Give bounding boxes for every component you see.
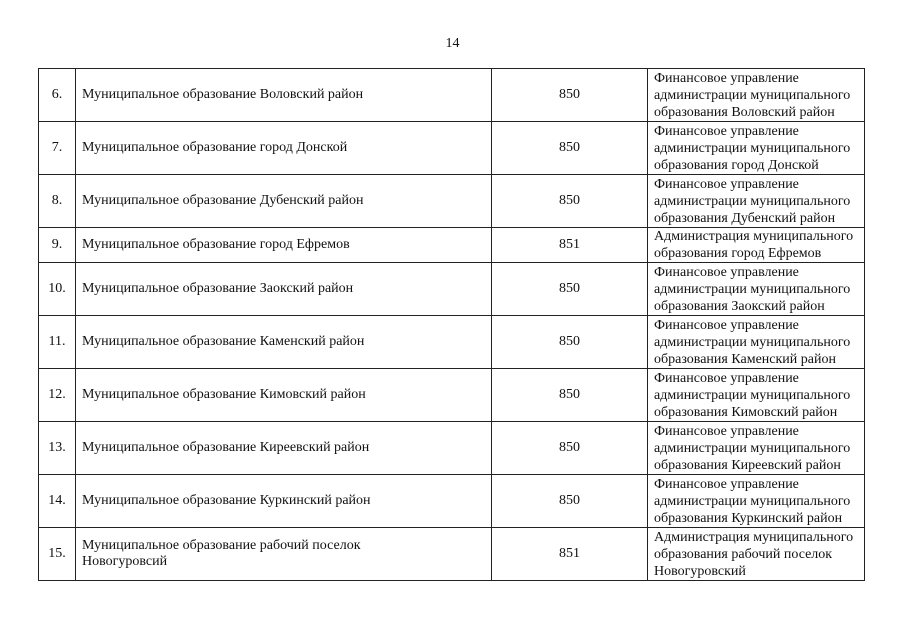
budget-code: 850 bbox=[492, 175, 648, 228]
row-number: 10. bbox=[39, 263, 76, 316]
budget-code: 850 bbox=[492, 422, 648, 475]
row-number: 14. bbox=[39, 475, 76, 528]
administrator-name: Финансовое управление администрации муниципального образования Дубенский район bbox=[648, 175, 865, 228]
municipality-name: Муниципальное образование Куркинский район bbox=[76, 475, 492, 528]
row-number: 7. bbox=[39, 122, 76, 175]
municipality-name: Муниципальное образование Дубенский район bbox=[76, 175, 492, 228]
row-number: 12. bbox=[39, 369, 76, 422]
administrator-name: Финансовое управление администрации муниципального образования Куркинский район bbox=[648, 475, 865, 528]
budget-code: 850 bbox=[492, 69, 648, 122]
municipality-name: Муниципальное образование Киреевский район bbox=[76, 422, 492, 475]
administrator-name: Администрация муниципального образования рабочий поселок Новогуровский bbox=[648, 528, 865, 581]
table-row bbox=[39, 422, 865, 475]
table-row bbox=[39, 475, 865, 528]
administrator-name: Финансовое управление администрации муниципального образования Кимовский район bbox=[648, 369, 865, 422]
row-number: 15. bbox=[39, 528, 76, 581]
row-number: 6. bbox=[39, 69, 76, 122]
administrator-name: Финансовое управление администрации муниципального образования Киреевский район bbox=[648, 422, 865, 475]
page-number: 14 bbox=[445, 36, 460, 51]
administrator-name: Администрация муниципального образования город Ефремов bbox=[648, 228, 865, 263]
municipality-name: Муниципальное образование рабочий поселок Новогуровсий bbox=[76, 528, 492, 581]
budget-code: 850 bbox=[492, 475, 648, 528]
administrator-name: Финансовое управление администрации муниципального образования Каменский район bbox=[648, 316, 865, 369]
table-row bbox=[39, 369, 865, 422]
row-number: 11. bbox=[39, 316, 76, 369]
municipality-name: Муниципальное образование Воловский район bbox=[76, 69, 492, 122]
table-row bbox=[39, 175, 865, 228]
municipality-name: Муниципальное образование город Донской bbox=[76, 122, 492, 175]
municipality-name: Муниципальное образование Каменский район bbox=[76, 316, 492, 369]
budget-code: 850 bbox=[492, 263, 648, 316]
row-number: 8. bbox=[39, 175, 76, 228]
administrator-name: Финансовое управление администрации муниципального образования город Донской bbox=[648, 122, 865, 175]
municipality-name: Муниципальное образование Заокский район bbox=[76, 263, 492, 316]
table-row bbox=[39, 528, 865, 581]
budget-code: 850 bbox=[492, 316, 648, 369]
budget-code: 850 bbox=[492, 122, 648, 175]
table-row bbox=[39, 263, 865, 316]
budget-code: 850 bbox=[492, 369, 648, 422]
table-row bbox=[39, 228, 865, 263]
municipality-name: Муниципальное образование Кимовский район bbox=[76, 369, 492, 422]
row-number: 13. bbox=[39, 422, 76, 475]
table-row bbox=[39, 316, 865, 369]
row-number: 9. bbox=[39, 228, 76, 263]
budget-code: 851 bbox=[492, 528, 648, 581]
table-row bbox=[39, 122, 865, 175]
document-table bbox=[38, 68, 865, 581]
administrator-name: Финансовое управление администрации муниципального образования Воловский район bbox=[648, 69, 865, 122]
municipality-name: Муниципальное образование город Ефремов bbox=[76, 228, 492, 263]
administrator-name: Финансовое управление администрации муниципального образования Заокский район bbox=[648, 263, 865, 316]
budget-code: 851 bbox=[492, 228, 648, 263]
table-row bbox=[39, 69, 865, 122]
